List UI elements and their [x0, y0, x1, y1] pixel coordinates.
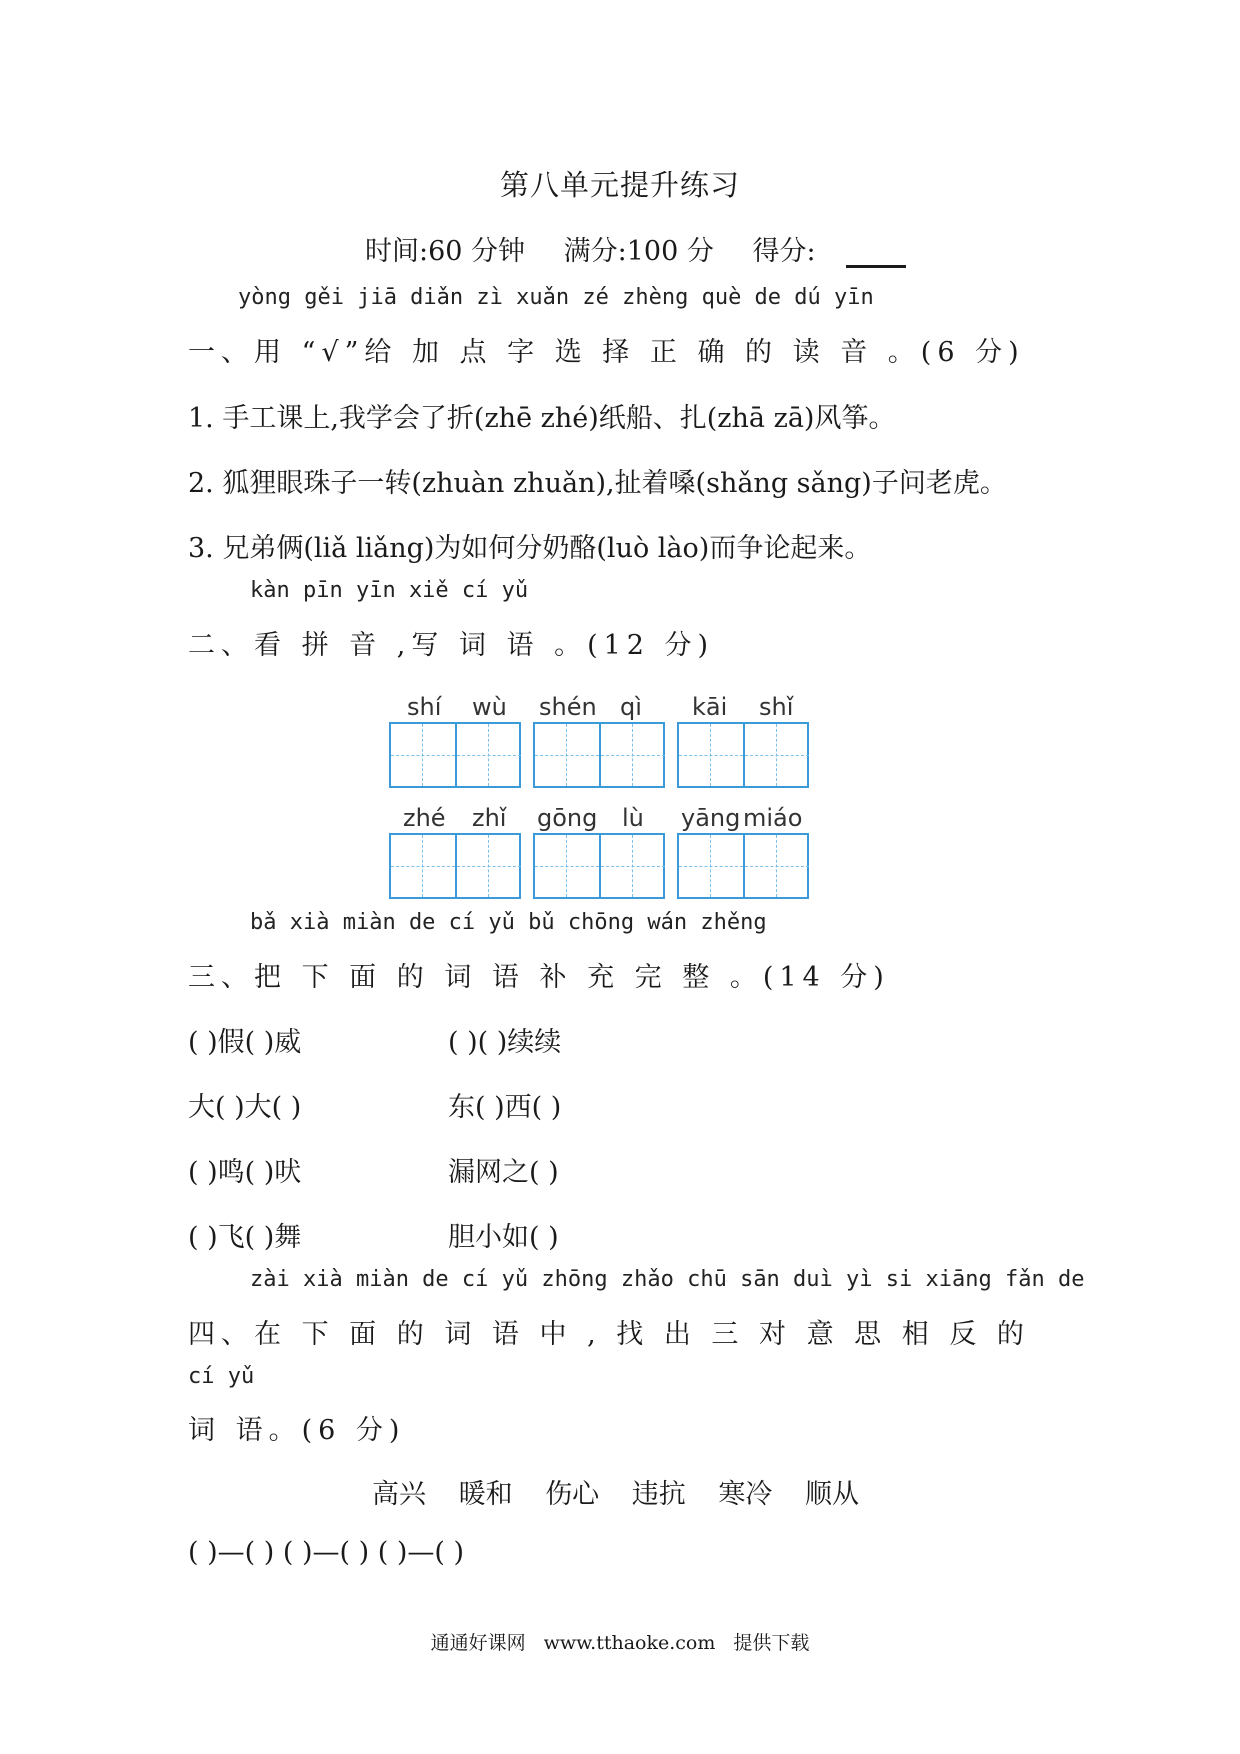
grid-pinyin: zhé — [403, 804, 446, 832]
grid-pinyin: shén — [539, 693, 597, 721]
q4-heading-2: 词 语。(6 分) — [188, 1415, 406, 1446]
q3-blank-left[interactable]: ( )飞( )舞 — [188, 1222, 302, 1253]
writing-box[interactable] — [389, 833, 521, 899]
word: 寒冷 — [718, 1479, 773, 1510]
grid-pinyin: shí — [407, 693, 442, 721]
q2-heading: 二、看 拼 音 ,写 词 语 。(12 分) — [188, 630, 715, 661]
footer-url[interactable]: www.tthaoke.com — [543, 1632, 716, 1654]
footer-site: 通通好课网 — [430, 1632, 526, 1654]
word: 伤心 — [545, 1479, 600, 1510]
time-limit: 时间:60 分钟 — [365, 236, 526, 267]
q4-heading: 四、在 下 面 的 词 语 中 , 找 出 三 对 意 思 相 反 的 — [188, 1319, 1030, 1350]
footer — [0, 1628, 1240, 1655]
q3-heading: 三、把 下 面 的 词 语 补 充 完 整 。(14 分) — [188, 962, 890, 993]
q3-pinyin: bǎ xià miàn de cí yǔ bǔ chōng wán zhěng — [250, 910, 767, 935]
q3-blank-right[interactable]: 漏网之( ) — [448, 1157, 559, 1188]
q3-blank-left[interactable]: 大( )大( ) — [188, 1092, 302, 1123]
grid-pinyin: wù — [472, 693, 507, 721]
q3-blank-right[interactable]: 胆小如( ) — [448, 1222, 559, 1253]
q1-pinyin: yòng gěi jiā diǎn zì xuǎn zé zhèng què de dú yīn — [238, 285, 874, 310]
grid-pinyin: kāi — [692, 693, 728, 721]
grid-pinyin: gōng — [537, 804, 598, 832]
grid-pinyin: zhǐ — [472, 804, 507, 832]
q4-word-bank — [372, 1472, 859, 1511]
q3-blank-right[interactable]: ( )( )续续 — [448, 1027, 562, 1058]
q2-pinyin: kàn pīn yīn xiě cí yǔ — [250, 578, 529, 603]
word: 暖和 — [458, 1479, 513, 1510]
grid-pinyin: qì — [620, 693, 642, 721]
writing-box[interactable] — [533, 833, 665, 899]
writing-box[interactable] — [677, 722, 809, 788]
full-score: 满分:100 分 — [563, 236, 714, 267]
word: 高兴 — [372, 1479, 426, 1510]
q4-answer-pairs[interactable]: ( )—( ) ( )—( ) ( )—( ) — [188, 1537, 465, 1568]
word: 违抗 — [631, 1479, 686, 1510]
grid-pinyin: yāng — [681, 804, 741, 832]
writing-box[interactable] — [533, 722, 665, 788]
q1-item-3: 3. 兄弟俩(liǎ liǎng)为如何分奶酪(luò lào)而争论起来。 — [188, 533, 872, 564]
grid-pinyin: miáo — [743, 804, 803, 832]
writing-box[interactable] — [677, 833, 809, 899]
q3-blank-left[interactable]: ( )假( )威 — [188, 1027, 302, 1058]
q1-item-1: 1. 手工课上,我学会了折(zhē zhé)纸船、扎(zhā zā)风筝。 — [188, 403, 896, 434]
writing-box[interactable] — [389, 722, 521, 788]
word: 顺从 — [804, 1479, 859, 1510]
q3-blank-right[interactable]: 东( )西( ) — [448, 1092, 562, 1123]
q1-heading: 一、用 “√”给 加 点 字 选 择 正 确 的 读 音 。(6 分) — [188, 337, 1025, 368]
q4-pinyin-2: cí yǔ — [188, 1364, 255, 1389]
score-label — [752, 236, 935, 267]
q1-item-2: 2. 狐狸眼珠子一转(zhuàn zhuǎn),扯着嗓(shǎng sǎng)子问老虎。 — [188, 468, 1007, 499]
q4-pinyin: zài xià miàn de cí yǔ zhōng zhǎo chū sān duì yì si xiāng fǎn de — [250, 1267, 1085, 1292]
score-label-text: 得分: — [752, 236, 816, 267]
grid-pinyin: shǐ — [759, 693, 794, 721]
exam-meta — [365, 229, 966, 268]
grid-pinyin: lù — [622, 804, 644, 832]
q3-blank-left[interactable]: ( )鸣( )吠 — [188, 1157, 302, 1188]
score-blank — [846, 243, 906, 268]
page-title: 第八单元提升练习 — [499, 168, 740, 202]
footer-suffix: 提供下载 — [733, 1632, 810, 1654]
